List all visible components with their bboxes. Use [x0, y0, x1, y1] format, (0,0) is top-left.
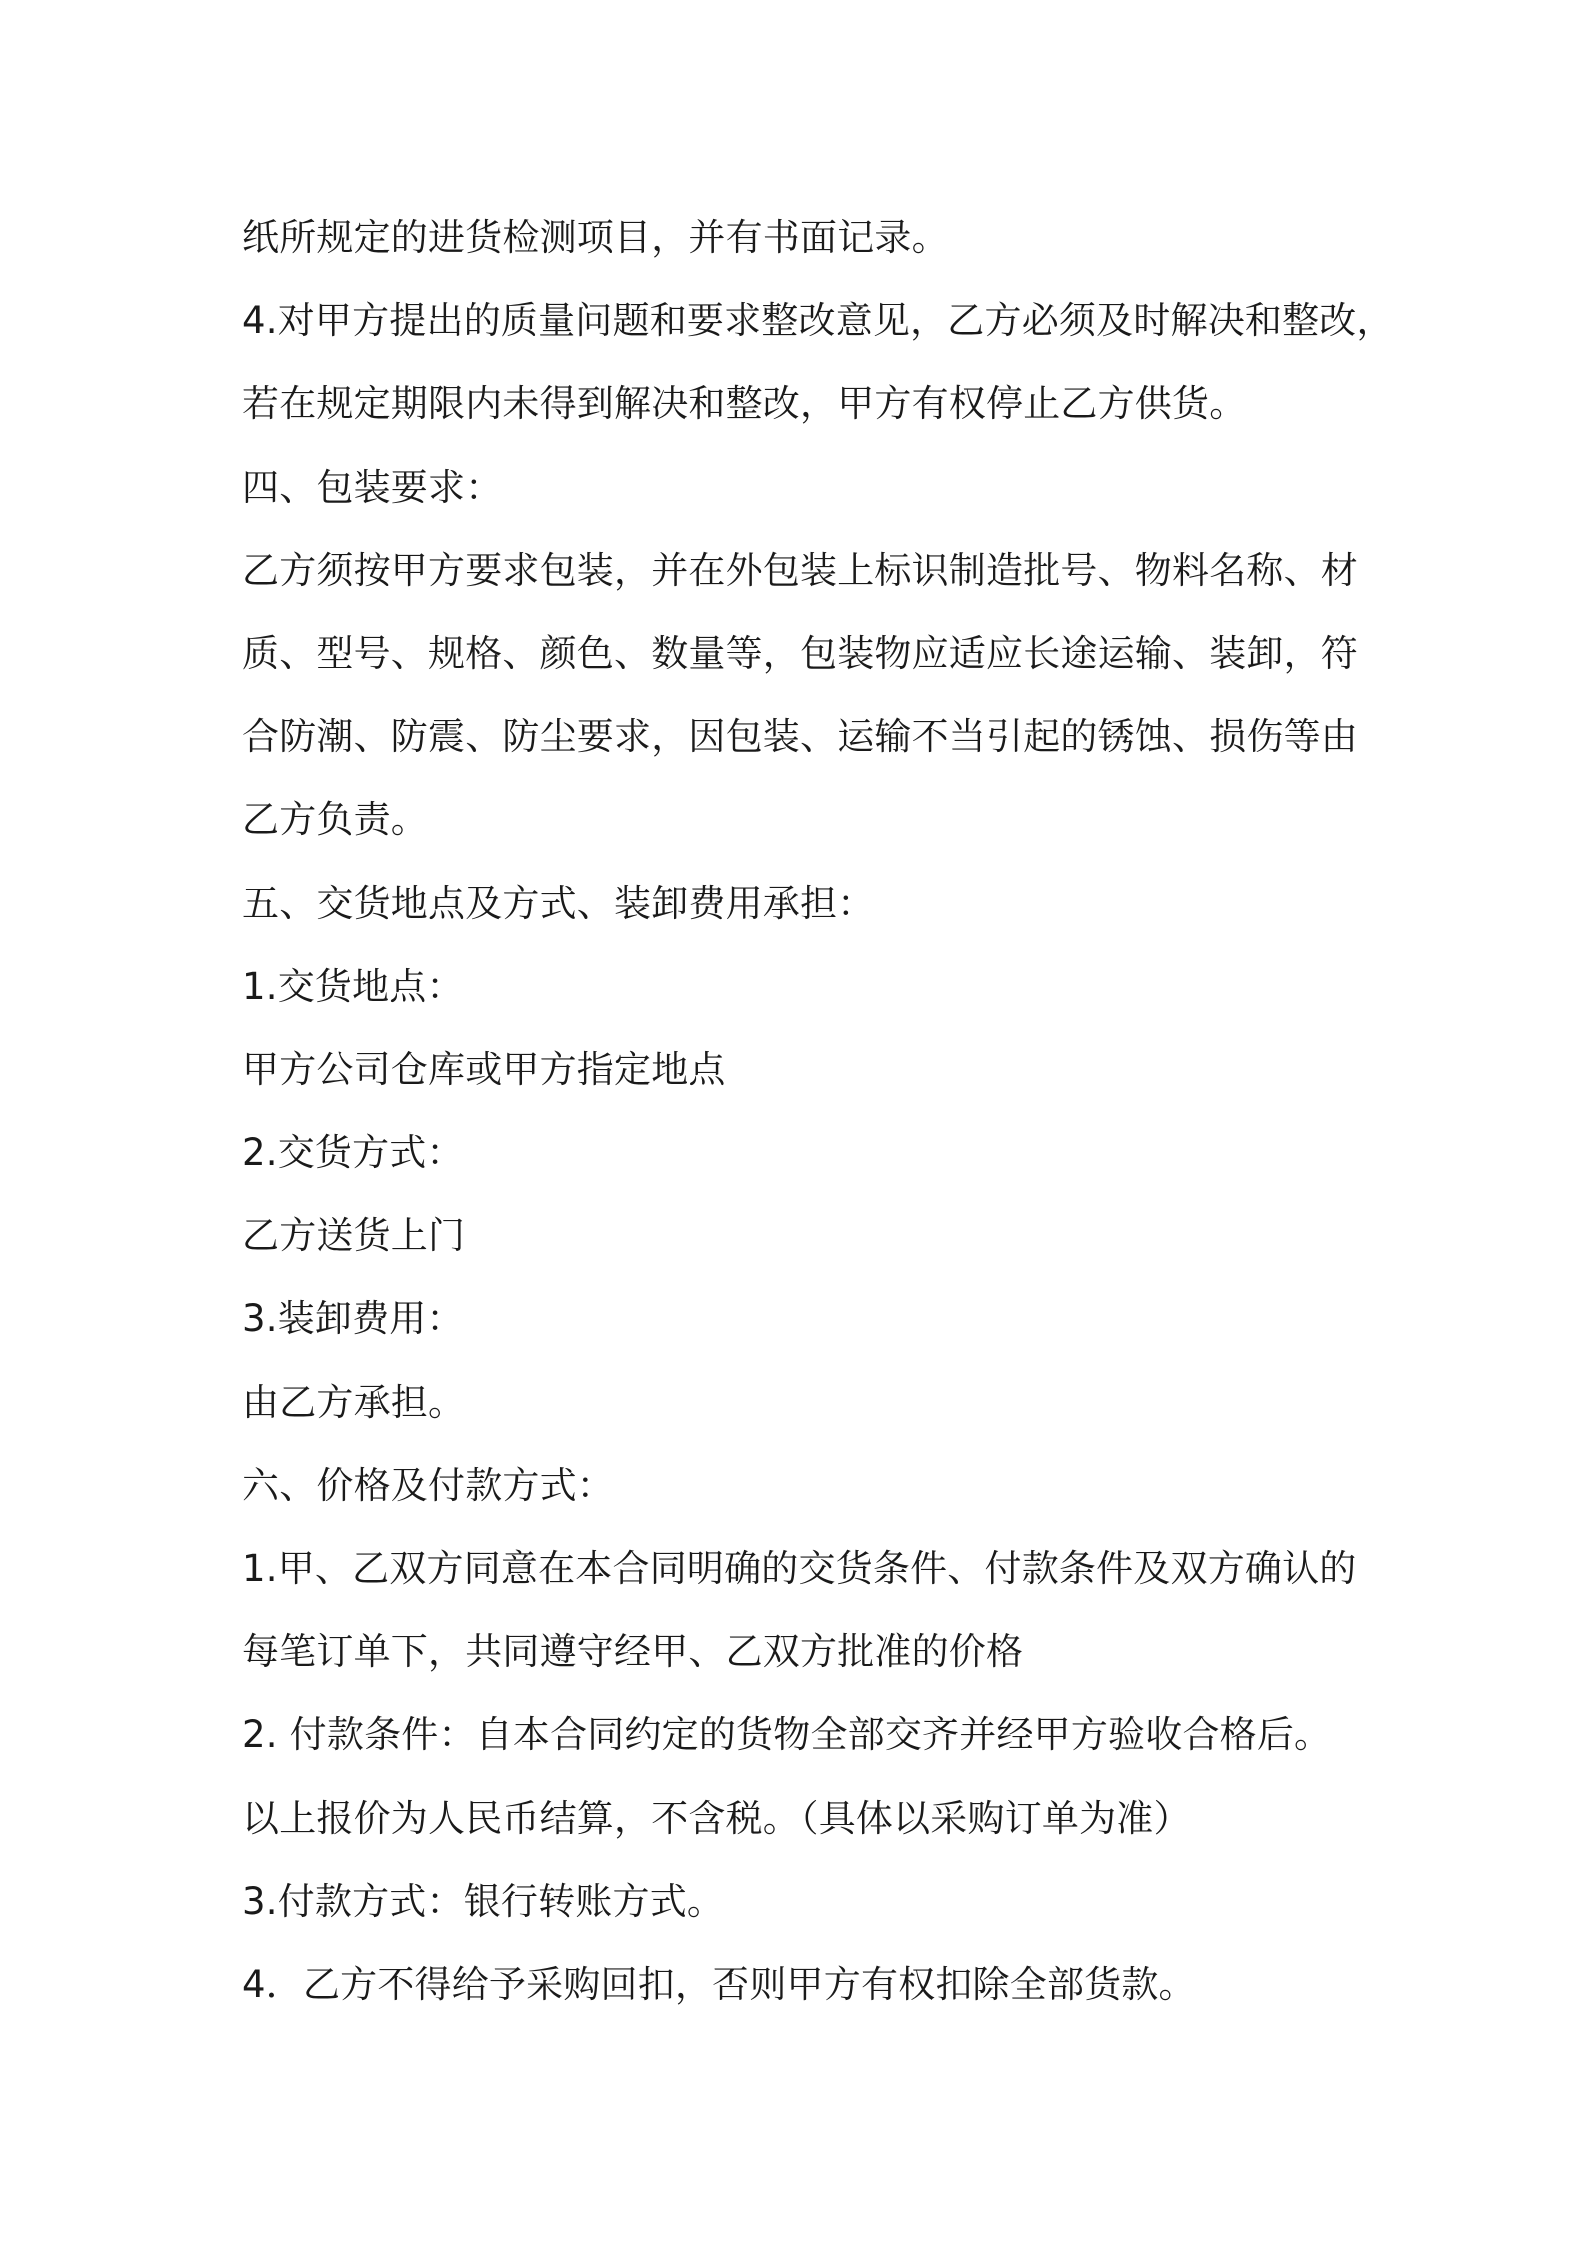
section-heading-price-payment: 六、价格及付款方式：: [242, 1463, 614, 1507]
section-heading-delivery: 五、交货地点及方式、装卸费用承担：: [242, 881, 875, 925]
section-heading-packaging: 四、包装要求：: [242, 465, 503, 509]
text-line: 1.交货地点：: [242, 964, 464, 1008]
text-line: 甲方公司仓库或甲方指定地点: [242, 1047, 726, 1091]
text-line: 纸所规定的进货检测项目，并有书面记录。: [242, 216, 949, 259]
text-line: 由乙方承担。: [242, 1380, 466, 1424]
text-line: 3.付款方式：银行转账方式。: [242, 1879, 725, 1923]
document-body: [242, 196, 1402, 2026]
text-line: 合防潮、防震、防尘要求，因包装、运输不当引起的锈蚀、损伤等由: [242, 715, 1358, 759]
text-line: 2. 付款条件：自本合同约定的货物全部交齐并经甲方验收合格后。: [242, 1713, 1332, 1757]
text-line: 4.对甲方提出的质量问题和要求整改意见，乙方必须及时解决和整改，: [242, 299, 1394, 343]
text-line: 质、型号、规格、颜色、数量等，包装物应适应长途运输、装卸，符: [242, 631, 1358, 675]
text-line: 3.装卸费用：: [242, 1297, 464, 1341]
text-line: 4．乙方不得给予采购回扣，否则甲方有权扣除全部货款。: [242, 1962, 1196, 2006]
text-line: 1.甲、乙双方同意在本合同明确的交货条件、付款条件及双方确认的: [242, 1547, 1357, 1590]
text-line: 乙方负责。: [242, 798, 428, 842]
text-line: 2.交货方式：: [242, 1131, 464, 1175]
text-line: 以上报价为人民币结算，不含税。（具体以采购订单为准）: [242, 1796, 1191, 1840]
text-line: 若在规定期限内未得到解决和整改，甲方有权停止乙方供货。: [242, 382, 1247, 426]
text-line: 每笔订单下，共同遵守经甲、乙双方批准的价格: [242, 1630, 1024, 1674]
text-line: 乙方送货上门: [242, 1214, 466, 1258]
text-line: 乙方须按甲方要求包装，并在外包装上标识制造批号、物料名称、材: [242, 548, 1358, 592]
